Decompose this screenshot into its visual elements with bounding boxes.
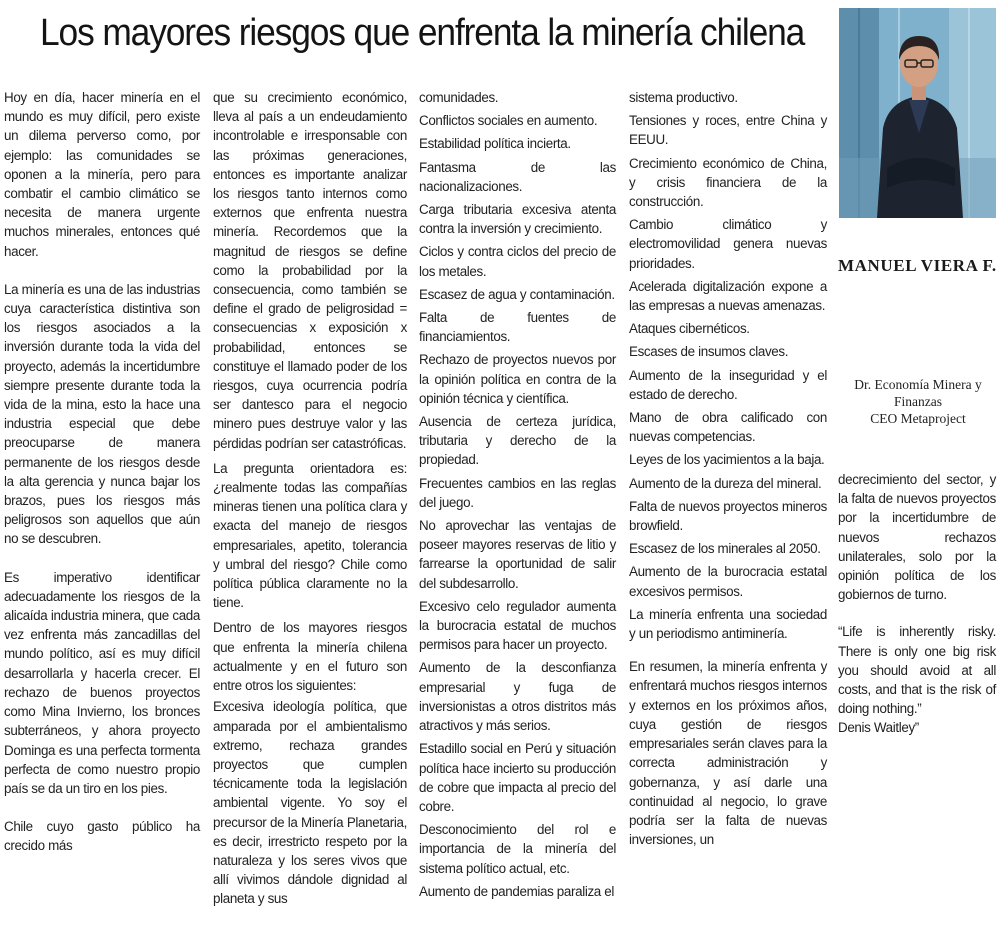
paragraph: Hoy en día, hacer minería en el mundo es muy difícil, pero existe un dilema perverso como, por ejemplo: las comunidades se oponen a la minería, pero para combatir el cambio climático se necesita de manera urgente muchos minerales, entonces qué hacer.	[4, 90, 200, 259]
author-role-line: CEO Metaproject	[870, 411, 966, 426]
author-role-line: Dr. Economía Minera y	[854, 377, 982, 392]
paragraph: decrecimiento del sector, y la falta de nuevos proyectos por la incertidumbre de nuevos rechazos unilaterales, solo por la opinión política de los gobiernos de turno.	[838, 472, 996, 603]
risk-list-item: La minería enfrenta una sociedad y un periodismo antiminería.	[629, 606, 827, 642]
paragraph: Chile cuyo gasto público ha crecido más	[4, 819, 200, 854]
risk-list-item: Fantasma de las nacionalizaciones.	[419, 159, 616, 194]
risk-list-item: sistema productivo.	[629, 90, 738, 105]
article-column-2	[213, 88, 407, 928]
risk-list-item: Rechazo de proyectos nuevos por la opinión política en contra de la opinión técnica y científica.	[419, 352, 616, 406]
risk-list-item: Escasez de agua y contaminación.	[419, 286, 615, 302]
article-column-3	[419, 88, 616, 905]
article-column-5	[838, 470, 996, 738]
author-photo	[839, 8, 996, 218]
risk-list-item: Crecimiento económico de China, y crisis financiera de la construcción.	[629, 155, 827, 210]
paragraph: La minería es una de las industrias cuya característica distintiva son los riesgos asociados a la inversión durante toda la vida del proyecto, además la incertidumbre siempre presente durante toda la vida de la mina, esto la hace una industria especial que debe preocuparse de manera permanente de los riesgos desde la alta gerencia y nunca bajar los brazos, pues los riesgos más peligrosos son aquellos que aún no se descubren.	[4, 281, 200, 547]
quote-author: Denis Waitley”	[838, 720, 919, 736]
risk-list-item: Aumento de la desconfianza empresarial y fuga de inversionistas a otros distritos más atractivos y más serios.	[419, 660, 616, 734]
risk-list-item: Escasez de los minerales al 2050.	[629, 541, 821, 557]
risk-list-item: Falta de fuentes de financiamientos.	[419, 310, 616, 345]
paragraph: Dentro de los mayores riesgos que enfrenta la minería chilena actualmente y en el futuro son entre otros los siguientes:	[213, 620, 407, 694]
risk-list-item: Estabilidad política incierta.	[419, 136, 571, 152]
closing-quote: “Life is inherently risky. There is only one big risk you should avoid at all costs, and that is the risk of doing nothing.”	[838, 624, 996, 717]
risk-list-item: Conflictos sociales en aumento.	[419, 113, 598, 129]
author-portrait-illustration	[839, 8, 996, 218]
risk-list-item: Aumento de la dureza del mineral.	[629, 475, 822, 491]
author-name: MANUEL VIERA F.	[838, 256, 997, 275]
risk-list-item: Ataques cibernéticos.	[629, 321, 750, 337]
risk-list-item: Excesivo celo regulador aumenta la burocracia estatal de muchos permisos para hacer un proyecto.	[419, 598, 616, 653]
paragraph: que su crecimiento económico, lleva al país a un endeudamiento incontrolable e irresponsable con las próximas generaciones, entonces es importante analizar los riesgos tanto internos como externos que enfrenta nuestra minería. Recordemos que la magnitud de riesgos se define como la probabilidad por la consecuencia, como también se define el grado de peligrosidad = consecuencias x exposición x probabilidad, entonces se constituye el llamado poder de los riesgos, cuya ocurrencia podría ser dantesco para el negocio minero pues destruye valor y las pérdidas podrían ser catastróficas.	[213, 90, 407, 451]
article-column-1	[4, 88, 200, 875]
risk-list-item: Aumento de la burocracia estatal excesivos permisos.	[629, 564, 827, 599]
summary-paragraph: En resumen, la minería enfrenta y enfrentará muchos riesgos internos y externos en los próximos años, cuya gestión de riesgos empresariales serán claves para la correcta administración y gobernanza, y así darle una continuidad al negocio, lo grave podría ser la falta de nuevas inversiones, un	[629, 659, 827, 848]
paragraph: Excesiva ideología política, que amparada por el ambientalismo extremo, rechaza grandes proyectos que cumplen técnicamente toda la legislación ambiental vigente. Yo soy el precursor de la Minería Planetaria, es decir, irrestricto respeto por la naturaleza y los seres vivos que allí vivimos dándole dignidad al planeta y sus	[213, 699, 407, 907]
headline: Los mayores riesgos que enfrenta la minería chilena	[40, 12, 805, 54]
author-credentials	[838, 376, 998, 427]
risk-list-item: Aumento de pandemias paraliza el	[419, 883, 614, 899]
paragraph: Es imperativo identificar adecuadamente los riesgos de la alicaída industria minera, que cada vez enfrenta más zancadillas del mundo político, así es muy difícil desarrollarla y hacerla crecer. El rechazo de buenos proyectos como Mina Invierno, los bronces subterráneos, y ahora proyecto Dominga es una perfecta tormenta perfecta de como nuestro propio país se da un tiro en los pies.	[4, 569, 200, 796]
risk-list-item: Acelerada digitalización expone a las empresas a nuevas amenazas.	[629, 278, 827, 314]
risk-list-item: Desconocimiento del rol e importancia de la minería del sistema político actual, etc.	[419, 822, 616, 876]
risk-list-item: Escases de insumos claves.	[629, 344, 789, 360]
author-role-line: Finanzas	[894, 394, 942, 409]
risk-list-item: Frecuentes cambios en las reglas del juego.	[419, 475, 616, 510]
risk-list-item: Tensiones y roces, entre China y EEUU.	[629, 113, 827, 148]
risk-list-item: Falta de nuevos proyectos mineros browfield.	[629, 498, 827, 534]
risk-list-item: Mano de obra calificado con nuevas competencias.	[629, 410, 827, 445]
paragraph: La pregunta orientadora es: ¿realmente todas las compañías mineras tienen una política clara y exacta del manejo de riesgos empresariales, apetito, tolerancia y umbral del riesgo? Chile como política pública claramente no la tiene.	[213, 460, 407, 611]
risk-list-item: Carga tributaria excesiva atenta contra la inversión y crecimiento.	[419, 202, 616, 237]
article-column-4	[629, 88, 827, 868]
risk-list-item: Cambio climático y electromovilidad genera nuevas prioridades.	[629, 217, 827, 271]
risk-list-item: No aprovechar las ventajas de poseer mayores reservas de litio y farrearse la oportunidad de salir del subdesarrollo.	[419, 518, 616, 591]
risk-list-item: Leyes de los yacimientos a la baja.	[629, 452, 825, 468]
risk-list-item: Aumento de la inseguridad y el estado de derecho.	[629, 367, 827, 402]
risk-list-item: comunidades.	[419, 90, 499, 105]
risk-list-item: Ausencia de certeza jurídica, tributaria y derecho de la propiedad.	[419, 414, 616, 468]
risk-list-item: Ciclos y contra ciclos del precio de los metales.	[419, 244, 616, 279]
risk-list-item: Estadillo social en Perú y situación política hace incierto su producción de cobre que impacta al precio del cobre.	[419, 741, 616, 814]
